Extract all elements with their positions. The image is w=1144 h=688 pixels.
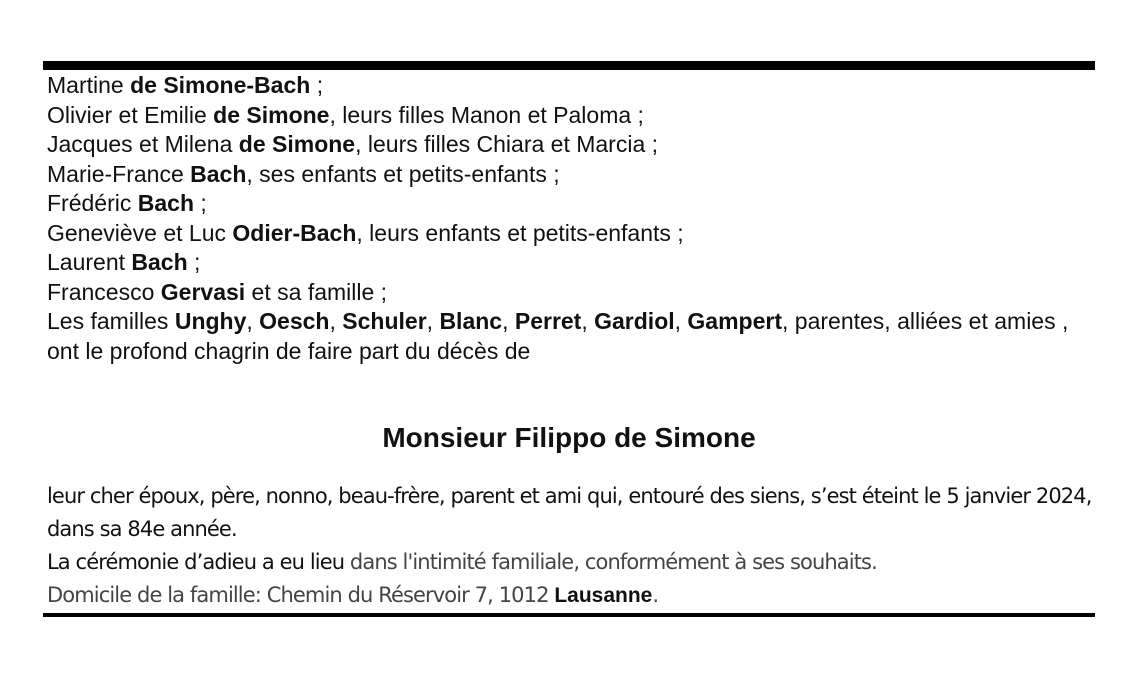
death-notice-text: leur cher époux, père, nonno, beau-frère, parent et ami qui, entouré des siens, s’est éteint le 5 janvier 2024, dans sa 84e année.	[47, 484, 1092, 541]
ceremony-rest: dans l'intimité familiale, conformément à ses souhaits.	[349, 550, 877, 574]
family-text: ,	[581, 308, 595, 334]
family-surname: de Simone	[238, 131, 356, 157]
family-list	[47, 71, 1093, 366]
family-text: , ses enfants et petits-enfants ;	[246, 160, 560, 187]
family-text: ont le profond chagrin de faire part du décès de	[47, 337, 531, 364]
family-line	[47, 101, 1093, 131]
family-text: Geneviève et Luc	[47, 219, 233, 246]
domicile-suffix: .	[652, 583, 659, 607]
family-text: ,	[674, 308, 688, 334]
family-text: , leurs enfants et petits-enfants ;	[356, 219, 684, 246]
family-text: , leurs filles Manon et Paloma ;	[329, 101, 644, 128]
domicile-text	[47, 579, 1093, 612]
ceremony-prefix: La cérémonie d’adieu a eu lieu	[47, 550, 350, 574]
ceremony-text	[47, 546, 1093, 579]
family-line	[47, 71, 1093, 101]
family-text: ,	[246, 308, 260, 334]
family-surname: Schuler	[342, 308, 427, 334]
family-text: , parentes, alliées et amies ,	[782, 308, 1069, 334]
family-surname: Gervasi	[160, 278, 246, 305]
family-text: Les familles	[47, 308, 175, 334]
family-surname: Odier-Bach	[232, 219, 357, 246]
family-text: et sa famille ;	[245, 278, 388, 305]
family-text: ,	[329, 308, 343, 334]
family-surname: Bach	[137, 190, 194, 216]
family-line	[47, 248, 1093, 278]
family-line	[47, 130, 1093, 160]
family-surname: Gardiol	[594, 308, 675, 334]
family-line	[47, 160, 1093, 190]
family-text: Marie-France	[47, 160, 191, 187]
family-surname: Bach	[190, 160, 247, 187]
family-text: ;	[310, 72, 324, 98]
family-text: Jacques et Milena	[47, 131, 239, 157]
family-line	[47, 219, 1093, 249]
family-surname: Bach	[131, 249, 188, 275]
family-text: Olivier et Emilie	[47, 101, 214, 128]
family-line	[47, 337, 1093, 367]
bottom-rule	[43, 613, 1095, 617]
domicile-city: Lausanne	[554, 584, 653, 607]
family-surname: Blanc	[439, 308, 503, 334]
family-surname: de Simone-Bach	[130, 72, 311, 98]
family-text: , leurs filles Chiara et Marcia ;	[355, 131, 659, 157]
domicile-prefix: Domicile de la famille: Chemin du Réservoir 7, 1012	[47, 583, 555, 607]
family-line	[47, 307, 1093, 337]
family-text: Frédéric	[47, 190, 138, 216]
deceased-name: Monsieur Filippo de Simone	[382, 422, 756, 453]
family-surname: Unghy	[174, 308, 247, 334]
family-text: Martine	[47, 72, 131, 98]
family-text: ;	[187, 249, 201, 275]
family-line	[47, 189, 1093, 219]
family-text: Francesco	[47, 278, 161, 305]
family-surname: Perret	[514, 308, 582, 334]
family-text: Laurent	[47, 249, 132, 275]
family-text: ,	[502, 308, 515, 334]
family-line	[47, 278, 1093, 308]
family-text: ,	[426, 308, 440, 334]
notice-details	[47, 480, 1093, 612]
family-surname: Oesch	[259, 308, 330, 334]
family-text: ;	[194, 190, 207, 216]
top-rule	[43, 61, 1095, 70]
family-surname: Gampert	[687, 308, 783, 334]
family-surname: de Simone	[213, 101, 330, 128]
